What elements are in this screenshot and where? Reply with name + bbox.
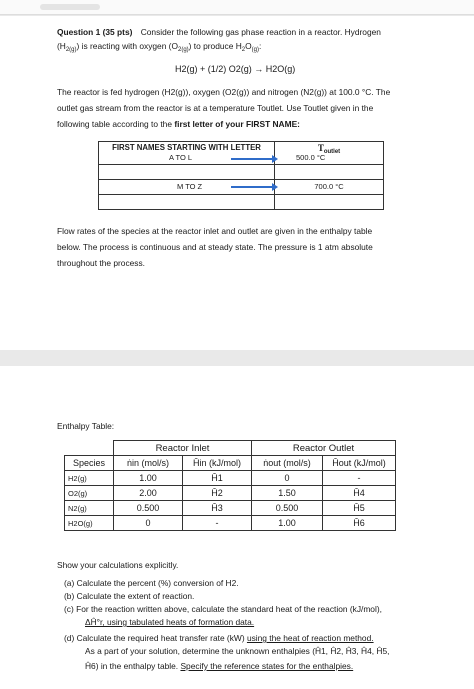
question-title: Question 1 (35 pts): [57, 27, 133, 37]
reaction-equation: H2(g) + (1/2) O2(g) → H2O(g): [175, 64, 296, 74]
task-d-line3: Ĥ6) in the enthalpy table. Specify the reference states for the enthalpies.: [85, 661, 354, 671]
table-row: H2(g) 1.00 Ĥ1 0 -: [65, 471, 396, 486]
task-a: (a) Calculate the percent (%) conversion of H2.: [64, 578, 239, 588]
top-strip: [0, 0, 474, 15]
feed-line1: The reactor is fed hydrogen (H2(g)), oxygen (O2(g)) and nitrogen (N2(g)) at 100.0 °C. The: [57, 87, 391, 97]
flow-line2: below. The process is continuous and at steady state. The pressure is 1 atm absolute: [57, 242, 373, 252]
task-d-line2: As a part of your solution, determine the unknown enthalpies (Ĥ1, Ĥ2, Ĥ3, Ĥ4, Ĥ5,: [85, 646, 390, 656]
hout-header: Ĥout (kJ/mol): [323, 456, 396, 471]
feed-line2: outlet gas stream from the reactor is at a temperature Toutlet. Use Toutlet given in the: [57, 103, 374, 113]
toutlet-header: $T_{outlet}$: [317, 143, 341, 155]
reactor-inlet-header: Reactor Inlet: [114, 441, 252, 456]
cropped-header: [40, 4, 100, 10]
flow-line1: Flow rates of the species at the reactor inlet and outlet are given in the enthalpy table: [57, 226, 373, 236]
species-header: Species: [65, 456, 114, 471]
tasks-intro: Show your calculations explicitly.: [57, 560, 179, 570]
enthalpy-table: [64, 440, 396, 531]
enthalpy-page: [0, 366, 474, 689]
range-m-z-cell: [99, 180, 275, 194]
range-a-l: A TO L: [169, 153, 193, 162]
temp-m-z-cell: [275, 180, 383, 194]
hin-header: Ĥin (kJ/mol): [183, 456, 252, 471]
feed-line3: following table according to the first letter of your FIRST NAME:: [57, 119, 300, 129]
table-row: N2(g) 0.500 Ĥ3 0.500 Ĥ5: [65, 501, 396, 516]
task-c: (c) For the reaction written above, calculate the standard heat of the reaction (kJ/mol),: [64, 604, 382, 614]
range-m-z: M TO Z: [177, 182, 203, 191]
reactor-outlet-header: Reactor Outlet: [252, 441, 396, 456]
table-row: H2O(g) 0 - 1.00 Ĥ6: [65, 516, 396, 531]
temp-a-l: 500.0 °C: [296, 153, 326, 162]
task-b: (b) Calculate the extent of reaction.: [64, 591, 195, 601]
question-intro-line1: Question 1 (35 pts) Consider the following gas phase reaction in a reactor. Hydrogen: [57, 27, 381, 37]
arrow-icon: [231, 158, 273, 160]
nout-header: ṅout (mol/s): [252, 456, 323, 471]
table-row: O2(g) 2.00 Ĥ2 1.50 Ĥ4: [65, 486, 396, 501]
nin-header: ṅin (mol/s): [114, 456, 183, 471]
task-c-line2: ΔĤ°r, using tabulated heats of formation data.: [85, 617, 255, 627]
names-header: FIRST NAMES STARTING WITH LETTER: [99, 142, 275, 164]
enthalpy-label: Enthalpy Table:: [57, 421, 115, 431]
task-d: (d) Calculate the required heat transfer rate (kW) using the heat of reaction method.: [64, 633, 374, 643]
temp-m-z: 700.0 °C: [314, 182, 344, 191]
question-intro-line2: $(H_{2(g)})$ is reacting with oxygen $(O_{2(g)})$ to produce $H_2O_{(g)}$:: [57, 41, 262, 53]
question-page: [0, 16, 474, 350]
first-name-table: [98, 141, 384, 210]
arrow-icon: [231, 186, 273, 188]
flow-line3: throughout the process.: [57, 258, 145, 268]
